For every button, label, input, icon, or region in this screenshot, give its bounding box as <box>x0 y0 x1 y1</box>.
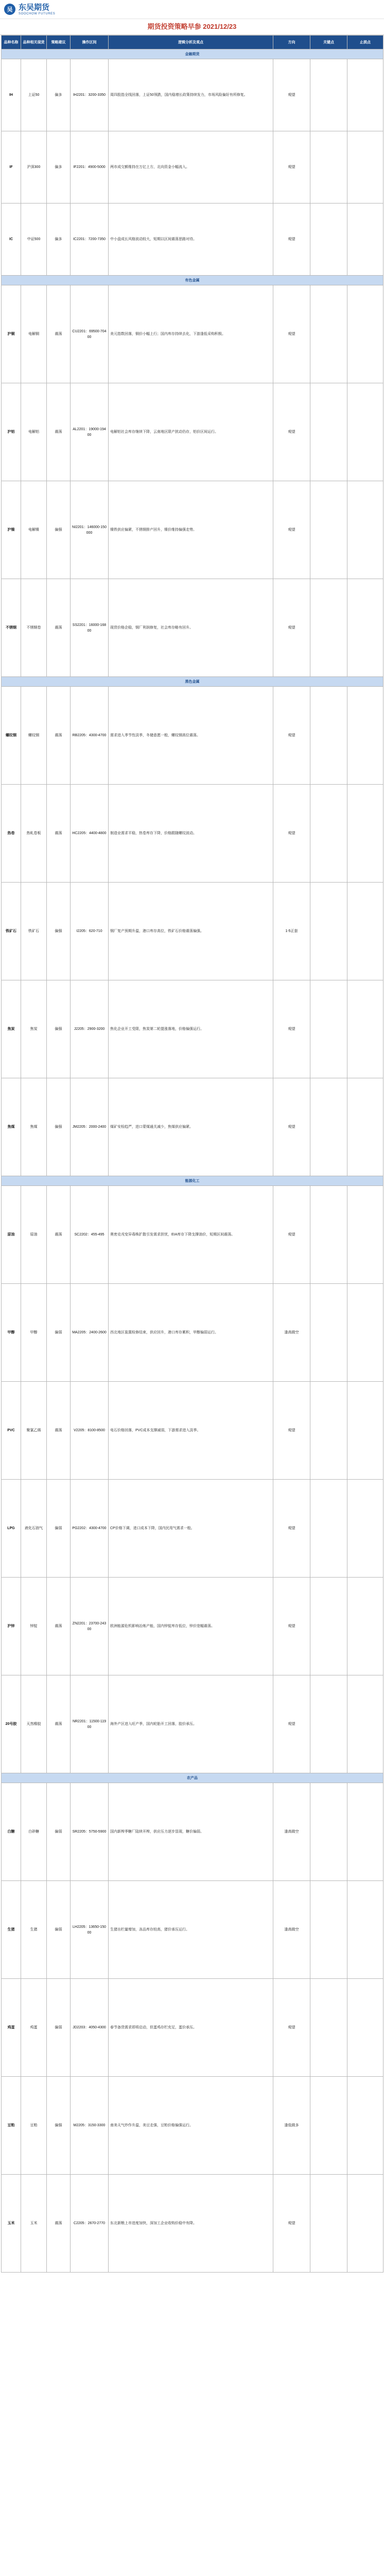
table-row <box>2 1480 383 1578</box>
analysis-cell: 钢厂复产预期升温，港口库存高位，铁矿石价格震荡偏强。 <box>109 883 273 980</box>
brand-name-en: SOOCHOW FUTURES <box>19 12 56 15</box>
product-cell: 豆粕 <box>2 2077 21 2175</box>
strategy-table <box>1 35 383 2273</box>
direction-cell: 观望 <box>273 1675 310 1773</box>
keypoint-cell <box>310 131 347 204</box>
strategy-cell: 偏弱 <box>47 1480 71 1578</box>
stoploss-cell <box>347 579 383 677</box>
stoploss-cell <box>347 1382 383 1480</box>
range-cell: M2205：3150-3300 <box>71 2077 109 2175</box>
range-cell: J2205：2900-3200 <box>71 980 109 1078</box>
range-cell: NR2201：11500-11900 <box>71 1675 109 1773</box>
header-cell: 品种相关现货 <box>21 36 47 49</box>
range-cell: RB2205：4300-4700 <box>71 687 109 785</box>
stoploss-cell <box>347 1881 383 1979</box>
table-row <box>2 1578 383 1675</box>
range-cell: CU2201：69500-70400 <box>71 285 109 383</box>
product-cell: IC <box>2 204 21 276</box>
product-cell: 沪镍 <box>2 481 21 579</box>
table-row <box>2 383 383 481</box>
product-cell: 不锈钢 <box>2 579 21 677</box>
product-cell: LPG <box>2 1480 21 1578</box>
direction-cell: 逢高做空 <box>273 1881 310 1979</box>
direction-cell: 观望 <box>273 1480 310 1578</box>
table-row <box>2 131 383 204</box>
analysis-cell: 现货价格企稳，钢厂利润修复，社会库存略有回升。 <box>109 579 273 677</box>
analysis-cell: 电石价格回落，PVC成本支撑减弱，下游需求进入淡季。 <box>109 1382 273 1480</box>
keypoint-cell <box>310 1480 347 1578</box>
stoploss-cell <box>347 285 383 383</box>
analysis-cell: 海外产区进入旺产季，国内轮胎开工回落，胶价承压。 <box>109 1675 273 1773</box>
stoploss-cell <box>347 1284 383 1382</box>
strategy-cell: 偏弱 <box>47 1284 71 1382</box>
direction-cell: 观望 <box>273 481 310 579</box>
stoploss-cell <box>347 1578 383 1675</box>
analysis-cell: 奥密克戎变异毒株扩散引发需求担忧，EIA库存下降支撑油价，短期区间震荡。 <box>109 1186 273 1284</box>
direction-cell: 观望 <box>273 1078 310 1176</box>
keypoint-cell <box>310 785 347 883</box>
analysis-cell: 煤矿安检趋严，进口蒙煤通关减少，焦煤供应偏紧。 <box>109 1078 273 1176</box>
strategy-cell: 偏多 <box>47 59 71 131</box>
stoploss-cell <box>347 383 383 481</box>
table-row <box>2 687 383 785</box>
spot-cell: 电解镍 <box>21 481 47 579</box>
keypoint-cell <box>310 1881 347 1979</box>
stoploss-cell <box>347 2077 383 2175</box>
direction-cell: 观望 <box>273 1979 310 2077</box>
spot-cell: 螺纹钢 <box>21 687 47 785</box>
section-row <box>2 677 383 687</box>
table-row <box>2 2077 383 2175</box>
range-cell: PG2202：4300-4700 <box>71 1480 109 1578</box>
product-cell: 螺纹钢 <box>2 687 21 785</box>
spot-cell: 豆粕 <box>21 2077 47 2175</box>
product-cell: 铁矿石 <box>2 883 21 980</box>
analysis-cell: 春节备货需求即将启动，但蛋鸡存栏充足，蛋价承压。 <box>109 1979 273 2077</box>
strategy-cell: 震荡 <box>47 285 71 383</box>
direction-cell: 逢高做空 <box>273 1284 310 1382</box>
direction-cell: 观望 <box>273 687 310 785</box>
direction-cell: 逢高做空 <box>273 1783 310 1881</box>
product-cell: PVC <box>2 1382 21 1480</box>
range-cell: AL2201：19000-19400 <box>71 383 109 481</box>
spot-cell: 生猪 <box>21 1881 47 1979</box>
logo-bar <box>0 0 384 19</box>
strategy-cell: 震荡 <box>47 1578 71 1675</box>
keypoint-cell <box>310 285 347 383</box>
direction-cell: 观望 <box>273 980 310 1078</box>
spot-cell: 鸡蛋 <box>21 1979 47 2077</box>
keypoint-cell <box>310 980 347 1078</box>
page-title: 期货投资策略早参 2021/12/23 <box>0 19 384 35</box>
strategy-cell: 偏弱 <box>47 1881 71 1979</box>
table-row <box>2 579 383 677</box>
strategy-cell: 震荡 <box>47 579 71 677</box>
range-cell: LH2205：13650-15000 <box>71 1881 109 1979</box>
strategy-cell: 震荡 <box>47 785 71 883</box>
spot-cell: 电解铝 <box>21 383 47 481</box>
direction-cell: 1-5正套 <box>273 883 310 980</box>
table-row <box>2 1078 383 1176</box>
spot-cell: 电解铜 <box>21 285 47 383</box>
analysis-cell: 两市成交额维持在万亿上方，北向资金小幅流入。 <box>109 131 273 204</box>
table-row <box>2 1783 383 1881</box>
spot-cell: 甲醇 <box>21 1284 47 1382</box>
range-cell: I2205：620-710 <box>71 883 109 980</box>
stoploss-cell <box>347 481 383 579</box>
product-cell: 鸡蛋 <box>2 1979 21 2077</box>
analysis-cell: 需求进入季节性淡季，冬储意愿一般，螺纹钢高位震荡。 <box>109 687 273 785</box>
header-cell: 策略建议 <box>47 36 71 49</box>
strategy-cell: 偏强 <box>47 883 71 980</box>
spot-cell: 沪深300 <box>21 131 47 204</box>
section-title: 农产品 <box>2 1773 383 1783</box>
direction-cell: 观望 <box>273 1382 310 1480</box>
analysis-cell: 美元指数回落，铜价小幅上行；国内库存持续去化，下游逢低采购积极。 <box>109 285 273 383</box>
spot-cell: 液化石油气 <box>21 1480 47 1578</box>
table-row <box>2 285 383 383</box>
analysis-cell: 国内新榨季糖厂陆续开榨，供应压力逐步显现，糖价偏弱。 <box>109 1783 273 1881</box>
stoploss-cell <box>347 980 383 1078</box>
stoploss-cell <box>347 59 383 131</box>
spot-cell: 白砂糖 <box>21 1783 47 1881</box>
product-cell: 沪锌 <box>2 1578 21 1675</box>
keypoint-cell <box>310 1382 347 1480</box>
table-row <box>2 883 383 980</box>
direction-cell: 观望 <box>273 1186 310 1284</box>
direction-cell: 观望 <box>273 285 310 383</box>
analysis-cell: 焦化企业开工受限，焦炭第二轮提涨落地，价格偏强运行。 <box>109 980 273 1078</box>
table-row <box>2 1382 383 1480</box>
range-cell: SR2205：5750-5900 <box>71 1783 109 1881</box>
spot-cell: 中证500 <box>21 204 47 276</box>
strategy-cell: 震荡 <box>47 687 71 785</box>
range-cell: V2205：8100-8500 <box>71 1382 109 1480</box>
spot-cell: 锌锭 <box>21 1578 47 1675</box>
stoploss-cell <box>347 1078 383 1176</box>
table-header <box>2 36 383 49</box>
range-cell: JD2203：4050-4300 <box>71 1979 109 2077</box>
keypoint-cell <box>310 579 347 677</box>
spot-cell: 原油 <box>21 1186 47 1284</box>
analysis-cell: 周四股指全线回落，上证50领跌，国内稳增长政策持续发力，市场风险偏好有所修复。 <box>109 59 273 131</box>
spot-cell: 焦炭 <box>21 980 47 1078</box>
stoploss-cell <box>347 2175 383 2273</box>
section-title: 金融期货 <box>2 49 383 59</box>
product-cell: 白糖 <box>2 1783 21 1881</box>
header-cell: 方向 <box>273 36 310 49</box>
stoploss-cell <box>347 687 383 785</box>
spot-cell: 热轧卷板 <box>21 785 47 883</box>
keypoint-cell <box>310 1186 347 1284</box>
spot-cell: 玉米 <box>21 2175 47 2273</box>
stoploss-cell <box>347 1979 383 2077</box>
table-row <box>2 980 383 1078</box>
section-row <box>2 276 383 285</box>
strategy-cell: 偏多 <box>47 131 71 204</box>
strategy-cell: 偏强 <box>47 2077 71 2175</box>
header-cell: 逻辑分析及观点 <box>109 36 273 49</box>
analysis-cell: 欧洲能源危机影响冶炼产能，国内锌锭库存低位，锌价宽幅震荡。 <box>109 1578 273 1675</box>
range-cell: IH2201：3200-3350 <box>71 59 109 131</box>
strategy-cell: 偏强 <box>47 481 71 579</box>
strategy-cell: 偏多 <box>47 204 71 276</box>
range-cell: JM2205：2000-2400 <box>71 1078 109 1176</box>
keypoint-cell <box>310 383 347 481</box>
analysis-cell: 生猪出栏量增加，冻品库存较高，猪价承压运行。 <box>109 1881 273 1979</box>
spot-cell: 上证50 <box>21 59 47 131</box>
section-row <box>2 49 383 59</box>
table-row <box>2 481 383 579</box>
header-cell: 止损点 <box>347 36 383 49</box>
section-row <box>2 1176 383 1186</box>
header-cell: 关键点 <box>310 36 347 49</box>
brand-name: 东吴期货 <box>19 3 50 12</box>
range-cell: IF2201：4900-5000 <box>71 131 109 204</box>
keypoint-cell <box>310 1675 347 1773</box>
range-cell: SS2201：16000-16800 <box>71 579 109 677</box>
spot-cell: 不锈钢卷 <box>21 579 47 677</box>
keypoint-cell <box>310 1578 347 1675</box>
section-title: 能源化工 <box>2 1176 383 1186</box>
strategy-cell: 震荡 <box>47 383 71 481</box>
direction-cell: 逢低做多 <box>273 2077 310 2175</box>
stoploss-cell <box>347 131 383 204</box>
keypoint-cell <box>310 59 347 131</box>
product-cell: IH <box>2 59 21 131</box>
direction-cell: 观望 <box>273 785 310 883</box>
product-cell: 焦煤 <box>2 1078 21 1176</box>
analysis-cell: 镍铁供应偏紧，不锈钢排产回升，镍价维持偏强走势。 <box>109 481 273 579</box>
analysis-cell: 东北新粮上市进度加快，深加工企业收购价稳中有降。 <box>109 2175 273 2273</box>
analysis-cell: CP价格下调，进口成本下降，国内民用气需求一般。 <box>109 1480 273 1578</box>
analysis-cell: 西北地区装置检修结束，供应回升，港口库存累积，甲醇偏弱运行。 <box>109 1284 273 1382</box>
direction-cell: 观望 <box>273 204 310 276</box>
range-cell: ZN2201：23700-24300 <box>71 1578 109 1675</box>
spot-cell: 天然橡胶 <box>21 1675 47 1773</box>
strategy-cell: 偏弱 <box>47 1979 71 2077</box>
stoploss-cell <box>347 1675 383 1773</box>
direction-cell: 观望 <box>273 131 310 204</box>
strategy-cell: 震荡 <box>47 1186 71 1284</box>
stoploss-cell <box>347 1783 383 1881</box>
strategy-cell: 震荡 <box>47 2175 71 2273</box>
product-cell: 玉米 <box>2 2175 21 2273</box>
brand-logo-icon: 吴 <box>4 4 15 15</box>
analysis-cell: 制造业需求平稳，热卷库存下降，价格跟随螺纹波动。 <box>109 785 273 883</box>
product-cell: 甲醇 <box>2 1284 21 1382</box>
product-cell: 原油 <box>2 1186 21 1284</box>
table-row <box>2 2175 383 2273</box>
product-cell: 生猪 <box>2 1881 21 1979</box>
spot-cell: 焦煤 <box>21 1078 47 1176</box>
table-body <box>2 49 383 2273</box>
product-cell: 焦炭 <box>2 980 21 1078</box>
strategy-cell: 震荡 <box>47 1675 71 1773</box>
keypoint-cell <box>310 1078 347 1176</box>
product-cell: IF <box>2 131 21 204</box>
strategy-cell: 偏强 <box>47 980 71 1078</box>
product-cell: 热卷 <box>2 785 21 883</box>
keypoint-cell <box>310 1979 347 2077</box>
product-cell: 20号胶 <box>2 1675 21 1773</box>
spot-cell: 聚氯乙烯 <box>21 1382 47 1480</box>
table-row <box>2 1979 383 2077</box>
direction-cell: 观望 <box>273 1578 310 1675</box>
keypoint-cell <box>310 883 347 980</box>
stoploss-cell <box>347 1480 383 1578</box>
keypoint-cell <box>310 204 347 276</box>
analysis-cell: 中小盘成长风格波动较大，短期以区间震荡思路对待。 <box>109 204 273 276</box>
keypoint-cell <box>310 1783 347 1881</box>
stoploss-cell <box>347 204 383 276</box>
keypoint-cell <box>310 2077 347 2175</box>
range-cell: NI2201：146000-150000 <box>71 481 109 579</box>
stoploss-cell <box>347 785 383 883</box>
strategy-cell: 震荡 <box>47 1382 71 1480</box>
keypoint-cell <box>310 2175 347 2273</box>
range-cell: HC2205：4400-4800 <box>71 785 109 883</box>
spot-cell: 铁矿石 <box>21 883 47 980</box>
table-row <box>2 1881 383 1979</box>
analysis-cell: 电解铝社会库存继续下降，云南地区限产扰动仍存，铝价区间运行。 <box>109 383 273 481</box>
direction-cell: 观望 <box>273 383 310 481</box>
direction-cell: 观望 <box>273 579 310 677</box>
section-title: 有色金属 <box>2 276 383 285</box>
range-cell: IC2201：7200-7350 <box>71 204 109 276</box>
section-row <box>2 1773 383 1783</box>
table-row <box>2 1284 383 1382</box>
table-row <box>2 785 383 883</box>
table-row <box>2 59 383 131</box>
range-cell: MA2205：2400-2600 <box>71 1284 109 1382</box>
product-cell: 沪铝 <box>2 383 21 481</box>
header-cell: 品种名称 <box>2 36 21 49</box>
analysis-cell: 南美天气炒作升温，美豆走强，豆粕价格偏强运行。 <box>109 2077 273 2175</box>
table-row <box>2 1675 383 1773</box>
product-cell: 沪铜 <box>2 285 21 383</box>
stoploss-cell <box>347 883 383 980</box>
table-row <box>2 1186 383 1284</box>
direction-cell: 观望 <box>273 59 310 131</box>
header-cell: 操作区间 <box>71 36 109 49</box>
brand-text <box>19 4 55 15</box>
table-row <box>2 204 383 276</box>
strategy-cell: 偏强 <box>47 1078 71 1176</box>
stoploss-cell <box>347 1186 383 1284</box>
keypoint-cell <box>310 481 347 579</box>
section-title: 黑色金属 <box>2 677 383 687</box>
keypoint-cell <box>310 687 347 785</box>
range-cell: SC2202：455-495 <box>71 1186 109 1284</box>
direction-cell: 观望 <box>273 2175 310 2273</box>
strategy-cell: 偏弱 <box>47 1783 71 1881</box>
range-cell: C2205：2670-2770 <box>71 2175 109 2273</box>
keypoint-cell <box>310 1284 347 1382</box>
